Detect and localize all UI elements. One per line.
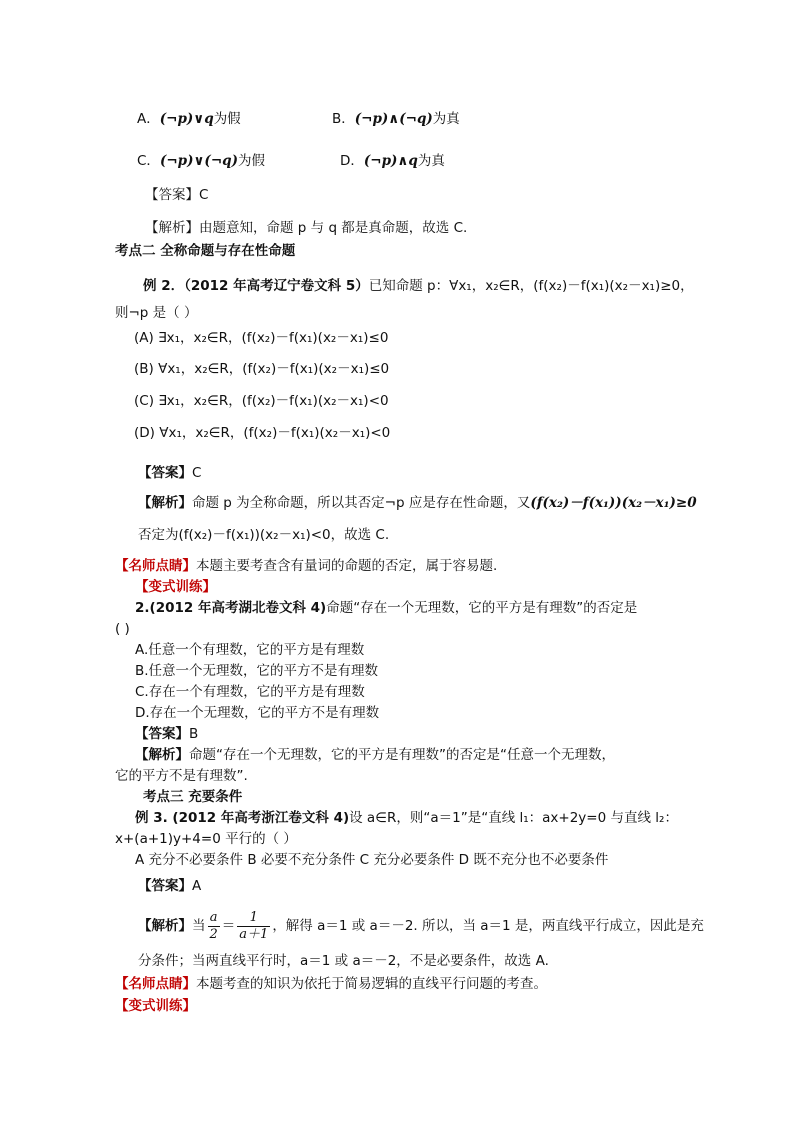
- drill-2-option: A.任意一个有理数，它的平方是有理数: [135, 642, 365, 658]
- example-stem-text: 已知命题 p：∀x₁，x₂∈R，(f(x₂)－f(x₁)(x₂－x₁)≥0，: [368, 278, 694, 294]
- fraction: [208, 910, 220, 943]
- option-suffix: 为真: [417, 153, 445, 169]
- drill-2-analysis-cont: 它的平方不是有理数”.: [115, 768, 248, 784]
- option-letter: C．: [137, 153, 160, 169]
- example-3-stem-cont: x+(a+1)y+4=0 平行的（ ）: [115, 831, 297, 847]
- analysis-label: 【解析】: [138, 495, 192, 511]
- answer-value: A: [192, 878, 202, 894]
- answer-value: C: [199, 187, 209, 203]
- analysis-expr: (f(x₂)－f(x₁))(x₂－x₁)≥0: [530, 495, 697, 511]
- drill-stem-text: 命题“存在一个无理数，它的平方是有理数”的否定是: [326, 600, 638, 616]
- example-2-answer: [138, 464, 201, 482]
- answer-label: 【答案】: [138, 878, 192, 894]
- example-2-stem: [143, 277, 694, 295]
- example-3-analysis: [138, 907, 704, 945]
- tip-label: 【名师点睛】: [115, 976, 196, 992]
- option-expr: (¬p)∧(¬q): [354, 111, 433, 127]
- fraction-numerator: 1: [237, 910, 270, 927]
- tip-label: 【名师点睛】: [115, 558, 196, 574]
- example-2-analysis: [138, 494, 697, 512]
- option-expr: (¬p)∨q: [159, 111, 214, 127]
- drill-2-analysis: [135, 746, 615, 764]
- answer-label: 【答案】: [138, 465, 192, 481]
- option-suffix: 为假: [213, 111, 241, 127]
- drill-2-stem-cont: ( ): [115, 621, 130, 637]
- fraction-numerator: a: [208, 910, 220, 927]
- option-c: [137, 152, 265, 170]
- example-3-answer: [138, 877, 201, 895]
- example-3-options: A 充分不必要条件 B 必要不充分条件 C 充分必要条件 D 既不充分也不必要条件: [135, 852, 609, 868]
- drill-label-text: 2.(2012 年高考湖北卷文科 4): [135, 600, 327, 616]
- q1-analysis: [145, 219, 467, 237]
- q1-answer: [145, 186, 208, 204]
- example-2-analysis-cont: 否定为(f(x₂)－f(x₁))(x₂－x₁)<0，故选 C.: [138, 527, 390, 543]
- example-2-option: (A) ∃x₁，x₂∈R，(f(x₂)－f(x₁)(x₂－x₁)≤0: [134, 330, 389, 346]
- answer-value: C: [192, 465, 202, 481]
- analysis-text: 由题意知，命题 p 与 q 都是真命题，故选 C.: [199, 220, 468, 236]
- answer-label: 【答案】: [145, 187, 199, 203]
- example-label: 例 2．（2012 年高考辽宁卷文科 5）: [143, 278, 369, 294]
- option-suffix: 为假: [237, 153, 265, 169]
- example-2-stem-cont: 则¬p 是（ ）: [115, 305, 198, 321]
- drill-label: 【变式训练】: [135, 579, 216, 595]
- fraction-denominator: a＋1: [239, 926, 269, 942]
- example-stem-text: 设 a∈R，则“a＝1”是“直线 l₁：ax+2y=0 与直线 l₂：: [349, 810, 678, 826]
- example-2-option: (B) ∀x₁，x₂∈R，(f(x₂)－f(x₁)(x₂－x₁)≤0: [134, 361, 390, 377]
- option-d: [340, 152, 445, 170]
- example-2-option: (D) ∀x₁，x₂∈R，(f(x₂)－f(x₁)(x₂－x₁)<0: [134, 425, 391, 441]
- option-expr: (¬p)∨(¬q): [159, 153, 238, 169]
- option-a: [137, 110, 241, 128]
- option-letter: A．: [137, 111, 160, 127]
- drill-2-stem: [135, 599, 637, 617]
- drill-2-option: D.存在一个无理数，它的平方不是有理数: [135, 705, 380, 721]
- tip-2: [115, 975, 547, 993]
- drill-2-option: B.任意一个无理数，它的平方不是有理数: [135, 663, 379, 679]
- option-suffix: 为真: [432, 111, 460, 127]
- equals-sign: ＝: [221, 918, 236, 934]
- option-letter: B．: [332, 111, 355, 127]
- drill-label: 【变式训练】: [115, 998, 196, 1014]
- drill-2-option: C.存在一个有理数，它的平方是有理数: [135, 684, 365, 700]
- fraction-denominator: 2: [209, 926, 218, 942]
- answer-label: 【答案】: [135, 726, 189, 742]
- tip-1: [115, 557, 497, 575]
- analysis-label: 【解析】: [135, 747, 189, 763]
- example-2-option: (C) ∃x₁，x₂∈R，(f(x₂)－f(x₁)(x₂－x₁)<0: [134, 393, 389, 409]
- tip-text: 本题考查的知识为依托于简易逻辑的直线平行问题的考查。: [196, 976, 547, 992]
- fraction: [237, 910, 270, 943]
- option-letter: D．: [340, 153, 364, 169]
- section-title: 考点三 充要条件: [143, 789, 243, 805]
- section-title: 考点二 全称命题与存在性命题: [115, 243, 296, 259]
- answer-value: B: [189, 726, 199, 742]
- tip-text: 本题主要考查含有量词的命题的否定，属于容易题.: [196, 558, 498, 574]
- example-3-analysis-cont: 分条件；当两直线平行时，a＝1 或 a＝－2，不是必要条件，故选 A.: [138, 953, 549, 969]
- analysis-text: ，解得 a＝1 或 a＝－2. 所以，当 a＝1 是，两直线平行成立，因此是充: [272, 918, 704, 934]
- analysis-label: 【解析】: [138, 918, 192, 934]
- option-b: [332, 110, 460, 128]
- analysis-text: 当: [192, 918, 206, 934]
- analysis-text: 命题“存在一个无理数，它的平方是有理数”的否定是“任意一个无理数，: [189, 747, 615, 763]
- analysis-label: 【解析】: [145, 220, 199, 236]
- option-expr: (¬p)∧q: [363, 153, 418, 169]
- example-3-stem: [135, 809, 678, 827]
- analysis-text: 命题 p 为全称命题，所以其否定¬p 应是存在性命题，又: [192, 495, 531, 511]
- drill-2-answer: [135, 725, 198, 743]
- example-label: 例 3. (2012 年高考浙江卷文科 4): [135, 810, 350, 826]
